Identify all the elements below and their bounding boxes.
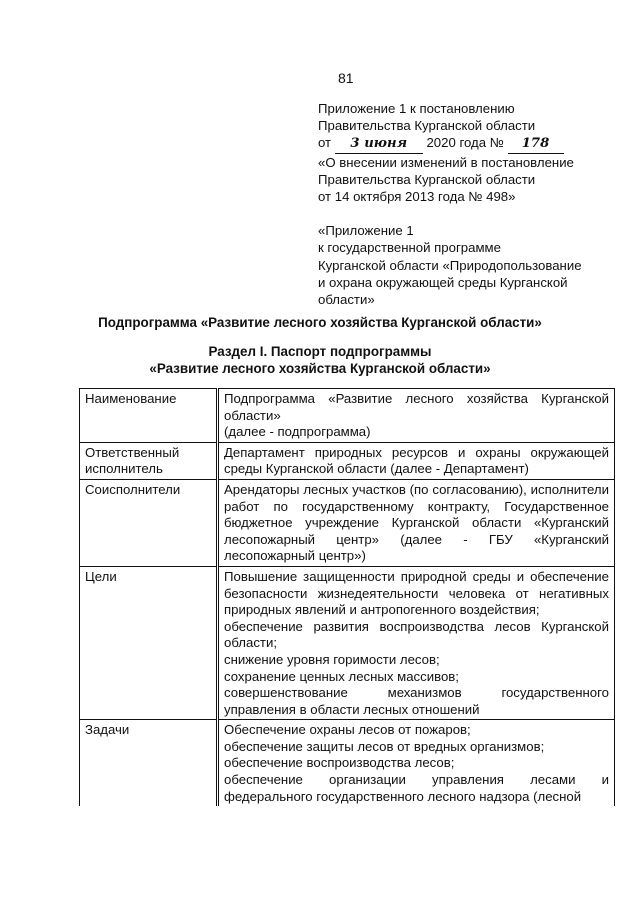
value-line: Департамент природных ресурсов и охраны окружающей среды Курганской области (далее - Департамент) [224, 444, 609, 477]
row-label: Задачи [80, 720, 218, 806]
row-label: Наименование [80, 389, 218, 443]
value-line: Обеспечение охраны лесов от пожаров; [224, 722, 471, 738]
appendix-inner-line: «Приложение 1 [318, 223, 414, 239]
value-line: обеспечение воспроизводства лесов; [224, 755, 455, 771]
appendix-inner-line: области» [318, 292, 375, 308]
value-line: снижение уровня горимости лесов; [224, 651, 440, 667]
handwritten-number: 178 [508, 135, 564, 153]
value-line: Арендаторы лесных участков (по согласованию), исполнители работ по государственному контракту, Государственное бюджетное учреждение Курганской области «Курганский лесопожарный центр» (далее - ГБУ «Курганский лесопожарный центр») [224, 481, 609, 564]
value-line: (далее - подпрограмма) [224, 424, 371, 440]
handwritten-date: 3 июня [335, 135, 423, 153]
appendix-inner-line: к государственной программе [318, 240, 501, 256]
appendix-line: «О внесении изменений в постановление [318, 154, 574, 170]
row-label: Ответственный исполнитель [80, 442, 218, 479]
value-line: совершенствование механизмов государственного управления в области лесных отношений [224, 685, 609, 717]
passport-table [79, 388, 615, 806]
page-number: 81 [338, 70, 354, 86]
subprogram-title: Подпрограмма «Развитие лесного хозяйства Курганской области» [98, 315, 542, 330]
appendix-inner-line: Курганской области «Природопользование [318, 257, 582, 273]
value-line: Подпрограмма «Развитие лесного хозяйства Курганской области» [224, 391, 609, 423]
row-value [218, 479, 615, 566]
section-title [0, 343, 640, 377]
value-line: обеспечение организации управления лесами и федерального государственного лесного надзора (лесной [224, 772, 609, 804]
row-value [218, 442, 615, 479]
appendix-line: Правительства Курганской области [318, 118, 536, 134]
date-prefix: от [318, 135, 332, 151]
row-value [218, 566, 615, 719]
appendix-inner [318, 222, 618, 308]
value-line: обеспечение защиты лесов от вредных организмов; [224, 738, 545, 754]
appendix-date-line [318, 134, 618, 153]
appendix-line: от 14 октября 2013 года № 498» [318, 189, 516, 205]
section-title-line: Раздел I. Паспорт подпрограммы [208, 344, 432, 359]
row-value [218, 720, 615, 806]
appendix-line: Правительства Курганской области [318, 171, 536, 187]
table-row-coexecutors [80, 479, 615, 566]
table-row-goals [80, 566, 615, 719]
value-line: сохранение ценных лесных массивов; [224, 668, 459, 684]
value-line: обеспечение развития воспроизводства лесов Курганской области; [224, 618, 609, 651]
section-title-line: «Развитие лесного хозяйства Курганской области» [149, 361, 491, 376]
value-line: Повышение защищенности природной среды и обеспечение безопасности жизнедеятельности человека от негативных природных явлений и антропогенного воздействия; [224, 568, 609, 618]
table-row-name [80, 389, 615, 443]
row-label: Цели [80, 566, 218, 719]
table-row-tasks [80, 720, 615, 806]
table-row-executor [80, 442, 615, 479]
appendix-header [318, 100, 618, 308]
row-label: Соисполнители [80, 479, 218, 566]
appendix-line: Приложение 1 к постановлению [318, 101, 515, 116]
date-year: 2020 года № [426, 135, 504, 151]
appendix-inner-line: и охрана окружающей среды Курганской [318, 274, 568, 290]
row-value [218, 389, 615, 443]
